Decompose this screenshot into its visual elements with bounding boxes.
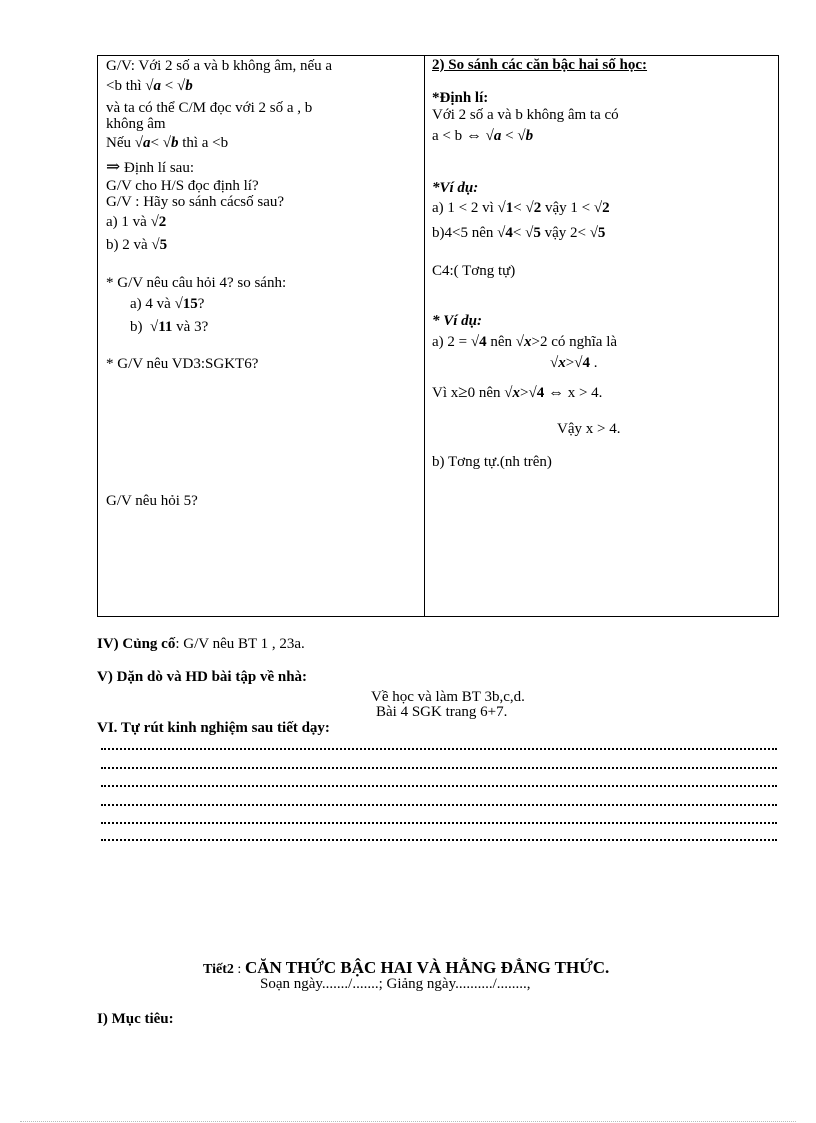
- section-5-line-1: Về học và làm BT 3b,c,d.: [371, 689, 525, 705]
- sqrt-1: √ 1: [498, 200, 514, 216]
- theorem-line-1: Với 2 số a và b không âm ta có: [432, 107, 619, 123]
- left-line-12: a) 4 và √ 15?: [130, 297, 204, 313]
- theorem-line-2: a < b ⇔ √ a < √ b: [432, 128, 533, 145]
- left-line-14: * G/V nêu VD3:SGKT6?: [106, 356, 259, 372]
- section-5-line-2: Bài 4 SGK trang 6+7.: [376, 704, 508, 720]
- left-line-3: và ta có thể C/M đọc với 2 số a , b: [106, 100, 313, 116]
- left-line-2: <b thì √ a < √ b: [106, 79, 193, 95]
- lesson-dates: Soạn ngày......./.......; Giảng ngày........../........,: [260, 976, 531, 992]
- left-line-7: G/V cho H/S đọc định lí?: [106, 178, 259, 194]
- example2-b: Vì x≥0 nên √ x>√ 4 ⇔ x > 4.: [432, 383, 602, 402]
- section-1-title: I) Mục tiêu:: [97, 1011, 174, 1027]
- sqrt-x: √ x: [504, 385, 520, 401]
- section-4: IV) Củng cố: G/V nêu BT 1 , 23a.: [97, 636, 305, 652]
- left-line-11: * G/V nêu câu hỏi 4? so sánh:: [106, 275, 287, 291]
- example-title: *Ví dụ:: [432, 180, 479, 196]
- sqrt-2: √ 2: [525, 200, 541, 216]
- left-line-15: G/V nêu hỏi 5?: [106, 493, 198, 509]
- notes-line: [101, 831, 777, 841]
- sqrt-15: √ 15: [175, 296, 198, 312]
- example2-title: * Ví dụ:: [432, 313, 483, 329]
- notes-line: [101, 759, 777, 769]
- implies-arrow-icon: ⇒: [106, 157, 121, 176]
- example2-a: a) 2 = √ 4 nên √ x>2 có nghĩa là: [432, 335, 617, 351]
- example2-a-cont: √ x>√ 4 .: [550, 356, 597, 372]
- left-line-8: G/V : Hãy so sánh cácsố sau?: [106, 194, 285, 210]
- greater-equal-icon: ≥: [458, 382, 468, 401]
- left-line-6: ⇒ Định lí sau:: [106, 157, 194, 176]
- example-b: b)4<5 nên √ 4< √ 5 vậy 2< √ 5: [432, 226, 605, 242]
- sqrt-x: √ x: [516, 334, 532, 350]
- example-a: a) 1 < 2 vì √ 1< √ 2 vậy 1 < √ 2: [432, 201, 610, 217]
- table-column-divider: [424, 55, 425, 616]
- iff-arrow-icon: ⇔: [547, 384, 564, 401]
- example2-b-part: b) Tơng tự.(nh trên): [432, 454, 552, 470]
- notes-line: [101, 796, 777, 806]
- lesson-title: CĂN THỨC BẬC HAI VÀ HẰNG ĐẲNG THỨC.: [245, 958, 610, 977]
- sqrt-4: √ 4: [528, 385, 544, 401]
- left-line-5: Nếu √ a< √ b thì a <b: [106, 136, 228, 152]
- sqrt-a: √ a: [486, 128, 502, 144]
- left-line-4: không âm: [106, 116, 166, 132]
- sqrt-b: √ b: [163, 135, 179, 151]
- sqrt-a: √ a: [135, 135, 151, 151]
- sqrt-2: √ 2: [594, 200, 610, 216]
- sqrt-5: √ 5: [151, 237, 167, 253]
- sqrt-a: √ a: [145, 78, 161, 94]
- sqrt-5: √ 5: [525, 225, 541, 241]
- sqrt-4: √ 4: [574, 355, 590, 371]
- left-line-10: b) 2 và √ 5: [106, 238, 167, 254]
- left-line-9: a) 1 và √ 2: [106, 215, 166, 231]
- example2-conclusion: Vậy x > 4.: [557, 421, 621, 437]
- sqrt-b: √ b: [517, 128, 533, 144]
- notes-line: [101, 814, 777, 824]
- sqrt-2: √ 2: [151, 214, 167, 230]
- sqrt-11: √ 11: [150, 319, 172, 335]
- sqrt-4: √ 4: [497, 225, 513, 241]
- lesson-heading: Tiết2 : CĂN THỨC BẬC HAI VÀ HẰNG ĐẲNG THỨC.: [203, 958, 610, 977]
- page-bottom-border: [20, 1121, 796, 1122]
- sqrt-5: √ 5: [590, 225, 606, 241]
- sqrt-4: √ 4: [471, 334, 487, 350]
- notes-line: [101, 777, 777, 787]
- c4-line: C4:( Tơng tự): [432, 263, 516, 279]
- sqrt-b: √ b: [177, 78, 193, 94]
- right-heading: 2) So sánh các căn bậc hai số học:: [432, 57, 648, 73]
- left-line-1: G/V: Với 2 số a và b không âm, nếu a: [106, 58, 333, 74]
- section-5-title: V) Dặn dò và HD bài tập về nhà:: [97, 669, 308, 685]
- section-6-title: VI. Tự rút kinh nghiệm sau tiết dạy:: [97, 720, 330, 736]
- theorem-title: *Định lí:: [432, 90, 489, 106]
- iff-arrow-icon: ⇔: [465, 127, 482, 144]
- sqrt-x: √ x: [550, 355, 566, 371]
- notes-line: [101, 740, 777, 750]
- left-line-13: b) √ 11 và 3?: [130, 320, 208, 336]
